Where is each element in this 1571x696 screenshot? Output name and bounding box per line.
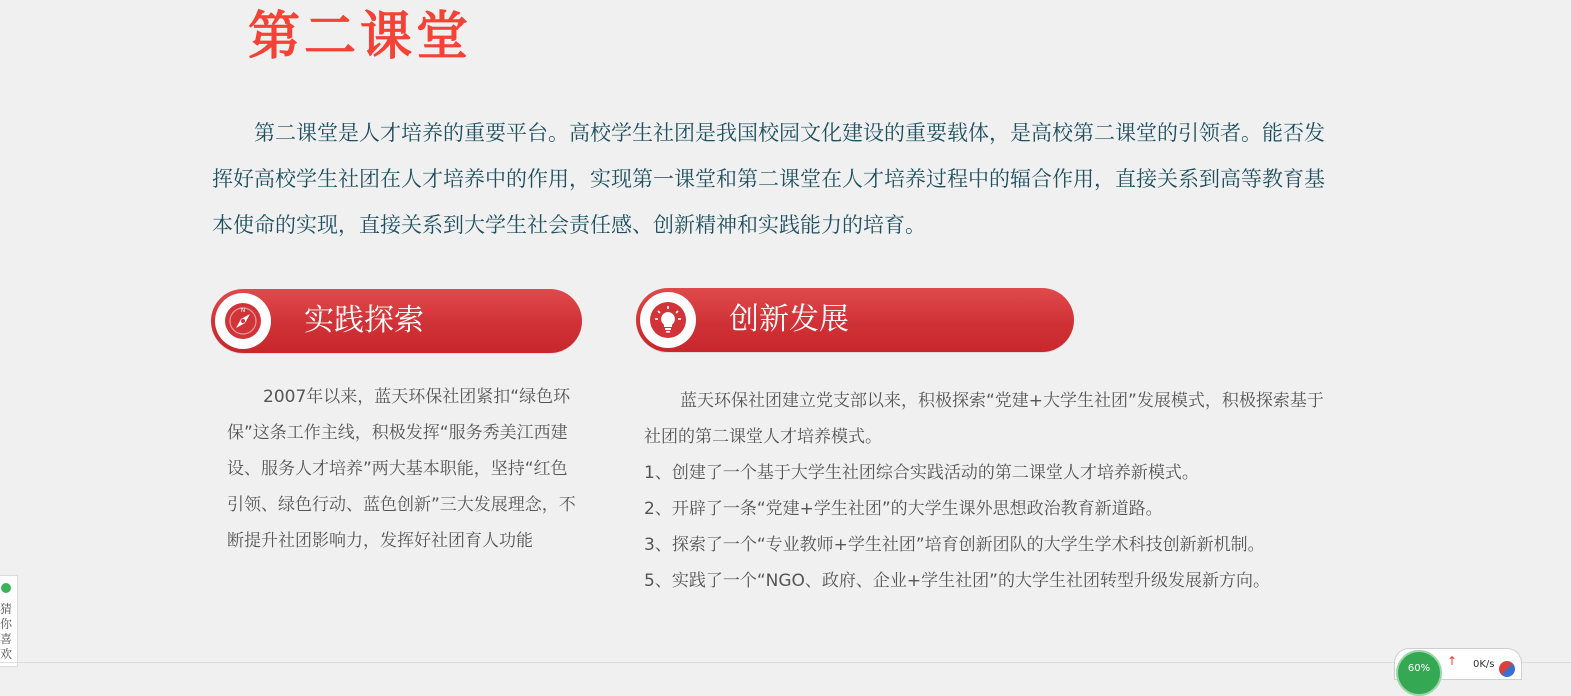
network-speed-widget[interactable]: [1394, 648, 1522, 680]
page-title: 第二课堂: [248, 7, 473, 67]
section-body-innovation: 蓝天环保社团建立党支部以来，积极探索“党建+大学生社团”发展模式，积极探索基于社团的第二课堂人才培养模式。: [644, 391, 1324, 447]
section-title: 创新发展: [729, 302, 849, 337]
section-body-practice: 2007年以来，蓝天环保社团紧扣“绿色环保”这条工作主线，积极发挥“服务秀美江西建设、服务人才培养”两大基本职能，坚持“红色引领、绿色行动、蓝色创新”三大发展理念，不断提升社团影响力，发挥好社团育人功能: [227, 387, 576, 551]
network-gauge-value: 60%: [1407, 663, 1431, 674]
list-item: 3、探索了一个“专业教师+学生社团”培育创新团队的大学生学术科技创新新机制。: [644, 535, 1265, 555]
list-item: 1、创建了一个基于大学生社团综合实践活动的第二课堂人才培养新模式。: [644, 463, 1199, 483]
list-item: 2、开辟了一条“党建+学生社团”的大学生课外思想政治教育新道路。: [644, 499, 1163, 519]
compass-icon: [225, 303, 261, 339]
network-gauge[interactable]: [1396, 650, 1442, 696]
svg-text:N: N: [240, 307, 246, 314]
intro-paragraph: 第二课堂是人才培养的重要平台。高校学生社团是我国校园文化建设的重要载体，是高校第二课堂的引领者。能否发挥好高校学生社团在人才培养中的作用，实现第一课堂和第二课堂在人才培养过程中的辐合作用，直接关系到高等教育基本使命的实现，直接关系到大学生社会责任感、创新精神和实践能力的培育。: [212, 121, 1325, 237]
section-title: 实践探索: [304, 303, 424, 338]
section-header-innovation: [636, 288, 1074, 352]
network-speed-value: 0K/s: [1473, 659, 1495, 670]
list-item: 5、实践了一个“NGO、政府、企业+学生社团”的大学生社团转型升级发展新方向。: [644, 571, 1270, 591]
icon-badge: [640, 292, 696, 348]
accelerator-ball-icon[interactable]: [1499, 661, 1515, 677]
section-header-practice: [211, 289, 582, 353]
lightbulb-icon: [650, 302, 686, 338]
guess-you-like-widget[interactable]: [0, 575, 18, 667]
upload-arrow-icon: ↑: [1447, 654, 1458, 668]
icon-badge: [215, 293, 271, 349]
divider: [0, 662, 1571, 663]
status-dot-icon: [1, 583, 11, 593]
guess-you-like-label[interactable]: 猜你喜欢: [0, 602, 13, 661]
